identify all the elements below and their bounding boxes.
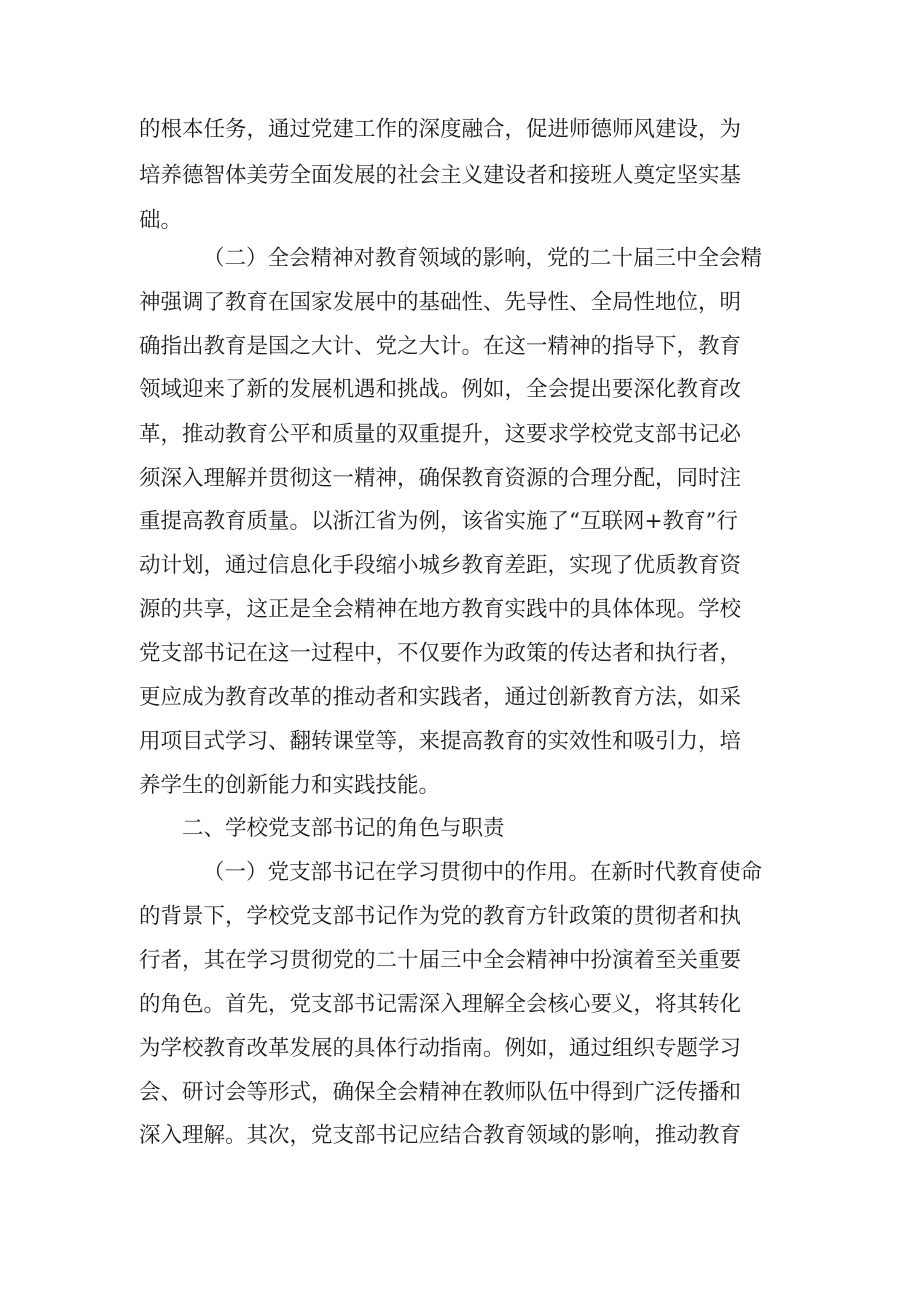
text-line: 须深入理解并贯彻这一精神，确保教育资源的合理分配，同时注 — [139, 466, 742, 491]
text-line: 神强调了教育在国家发展中的基础性、先导性、全局性地位，明 — [139, 290, 742, 315]
text-line: 革，推动教育公平和质量的双重提升，这要求学校党支部书记必 — [139, 422, 742, 447]
text-line: 重提高教育质量。以浙江省为例，该省实施了“互联网+教育”行 — [139, 509, 739, 534]
text-line: 养学生的创新能力和实践技能。 — [139, 773, 441, 798]
text-line: 为学校教育改革发展的具体行动指南。例如，通过组织专题学习 — [139, 1036, 742, 1061]
section-heading-2: 二、学校党支部书记的角色与职责 — [182, 816, 505, 841]
text-line: 更应成为教育改革的推动者和实践者，通过创新教育方法，如采 — [139, 685, 742, 710]
text-line: 确指出教育是国之大计、党之大计。在这一精神的指导下，教育 — [139, 334, 742, 359]
text-line: 源的共享，这正是全会精神在地方教育实践中的具体体现。学校 — [139, 597, 742, 622]
text-line: 行者，其在学习贯彻党的二十届三中全会精神中扮演着至关重要 — [139, 948, 742, 973]
text-line: 深入理解。其次，党支部书记应结合教育领域的影响，推动教育 — [139, 1123, 742, 1148]
text-line: 的背景下，学校党支部书记作为党的教育方针政策的贯彻者和执 — [139, 904, 742, 929]
text-line: 会、研讨会等形式，确保全会精神在教师队伍中得到广泛传播和 — [139, 1080, 742, 1105]
section-heading-2-1: （一）党支部书记在学习贯彻中的作用。在新时代教育使命 — [203, 860, 763, 885]
text-line: 动计划，通过信息化手段缩小城乡教育差距，实现了优质教育资 — [139, 553, 742, 578]
text-line: 用项目式学习、翻转课堂等，来提高教育的实效性和吸引力，培 — [139, 729, 742, 754]
text-line: 培养德智体美劳全面发展的社会主义建设者和接班人奠定坚实基 — [139, 163, 742, 188]
text-line: 领域迎来了新的发展机遇和挑战。例如，全会提出要深化教育改 — [139, 377, 742, 402]
text-line: 础。 — [139, 208, 183, 233]
text-line: 党支部书记在这一过程中，不仅要作为政策的传达者和执行者， — [139, 641, 742, 666]
section-heading-2-2: （二）全会精神对教育领域的影响，党的二十届三中全会精 — [203, 246, 763, 271]
text-line: 的角色。首先，党支部书记需深入理解全会核心要义，将其转化 — [139, 992, 742, 1017]
text-line: 的根本任务，通过党建工作的深度融合，促进师德师风建设，为 — [139, 117, 742, 142]
